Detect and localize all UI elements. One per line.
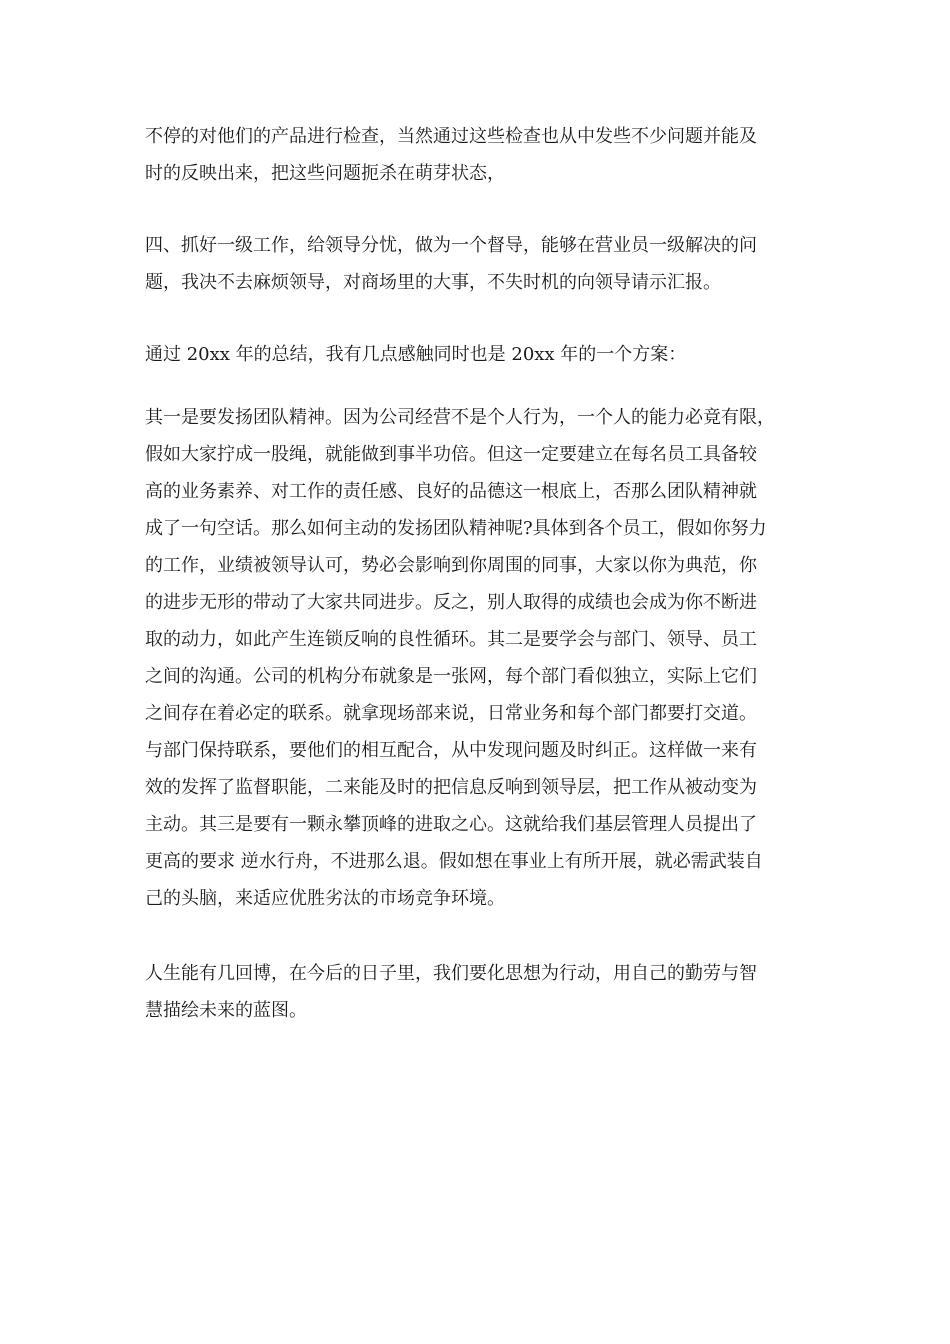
text-line: 假如大家拧成一股绳，就能做到事半功倍。但这一定要建立在每名员工具备较 [145,444,757,465]
text-line: 的工作，业绩被领导认可，势必会影响到你周围的同事，大家以你为典范，你 [145,555,757,576]
text-line: 更高的要求 逆水行舟，不进那么退。假如想在事业上有所开展，就必需武装自 [145,851,763,872]
text-line: 己的头脑，来适应优胜劣汰的市场竞争环境。 [145,888,505,909]
text-line: 与部门保持联系，要他们的相互配合，从中发现问题及时纠正。这样做一来有 [145,740,757,761]
paragraph-team-spirit [145,399,865,917]
text-line: 不停的对他们的产品进行检查，当然通过这些检查也从中发些不少问题并能及 [145,126,757,147]
paragraph-inspection [145,118,865,192]
paragraph-summary-intro [145,336,865,373]
text-line: 题，我决不去麻烦领导，对商场里的大事，不失时机的向领导请示汇报。 [145,272,721,293]
text-line: 主动。其三是要有一颗永攀顶峰的进取之心。这就给我们基层管理人员提出了 [145,814,757,835]
text-line: 的进步无形的带动了大家共同进步。反之，别人取得的成绩也会成为你不断进 [145,592,757,613]
text-line: 其一是要发扬团队精神。因为公司经营不是个人行为，一个人的能力必竟有限， [145,407,775,428]
text-line: 高的业务素养、对工作的责任感、良好的品德这一根底上，否那么团队精神就 [145,481,757,502]
text-line: 效的发挥了监督职能，二来能及时的把信息反响到领导层，把工作从被动变为 [145,777,757,798]
text-line: 四、抓好一级工作，给领导分忧，做为一个督导，能够在营业员一级解决的问 [145,235,757,256]
text-line: 之间的沟通。公司的机构分布就象是一张网，每个部门看似独立，实际上它们 [145,666,757,687]
text-line: 取的动力，如此产生连锁反响的良性循环。其二是要学会与部门、领导、员工 [145,629,757,650]
paragraph-closing [145,955,865,1029]
text-line: 人生能有几回博，在今后的日子里，我们要化思想为行动，用自己的勤劳与智 [145,963,757,984]
text-line: 慧描绘未来的蓝图。 [145,1000,307,1021]
text-line: 时的反映出来，把这些问题扼杀在萌芽状态， [145,163,505,184]
paragraph-section-four [145,227,865,301]
text-line: 之间存在着必定的联系。就拿现场部来说，日常业务和每个部门都要打交道。 [145,703,757,724]
text-line: 通过 20xx 年的总结，我有几点感触同时也是 20xx 年的一个方案： [145,344,687,365]
text-line: 成了一句空话。那么如何主动的发扬团队精神呢?具体到各个员工，假如你努力 [145,518,767,539]
